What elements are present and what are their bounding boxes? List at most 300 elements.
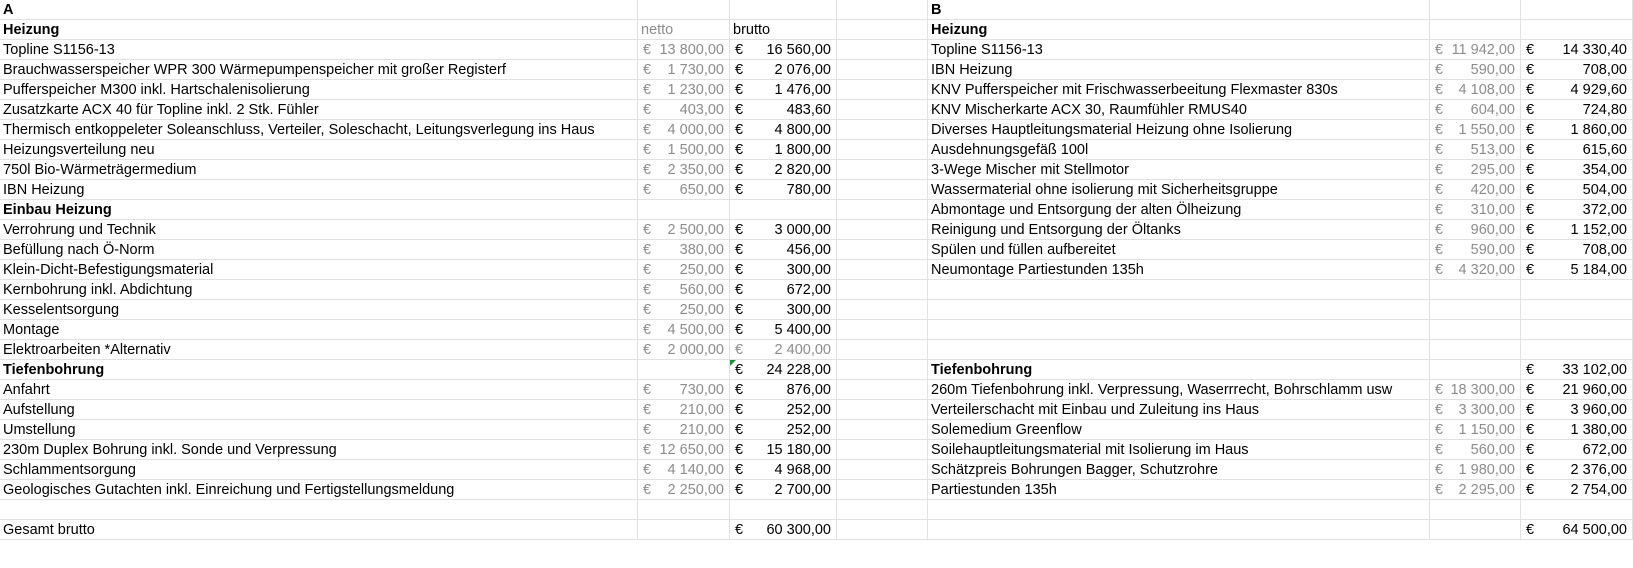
euro-sign: € bbox=[1435, 242, 1444, 258]
amount-value: 4 000,00 bbox=[667, 122, 724, 138]
cell-a-label[interactable]: Schlammentsorgung bbox=[0, 460, 638, 480]
euro-sign: € bbox=[735, 322, 744, 338]
cell-b-netto[interactable] bbox=[1430, 60, 1521, 80]
euro-sign: € bbox=[735, 102, 744, 118]
cell-b-brutto[interactable] bbox=[1521, 140, 1633, 160]
cell-b-label[interactable]: 260m Tiefenbohrung inkl. Verpressung, Waserrrecht, Bohrschlamm usw bbox=[928, 380, 1430, 400]
amount-value: 650,00 bbox=[679, 182, 724, 198]
euro-sign: € bbox=[643, 222, 652, 238]
cell-b-label[interactable]: Abmontage und Entsorgung der alten Ölheizung bbox=[928, 200, 1430, 220]
cell-a-netto[interactable] bbox=[638, 500, 730, 520]
cell-a-netto[interactable] bbox=[638, 460, 730, 480]
cell-a-netto[interactable] bbox=[638, 320, 730, 340]
cell-a-brutto-blank[interactable] bbox=[730, 0, 837, 20]
cell-a-label[interactable]: Umstellung bbox=[0, 420, 638, 440]
cell-gap-blank[interactable] bbox=[837, 500, 928, 520]
cell-b-brutto[interactable] bbox=[1521, 460, 1633, 480]
cell-a-netto[interactable] bbox=[638, 340, 730, 360]
cell-a-netto[interactable] bbox=[638, 80, 730, 100]
cell-a-label[interactable]: Topline S1156-13 bbox=[0, 40, 638, 60]
cell-b-label[interactable] bbox=[928, 500, 1430, 520]
amount-value: 372,00 bbox=[1582, 202, 1627, 218]
cell-a-brutto[interactable] bbox=[730, 340, 837, 360]
cell-b-brutto[interactable] bbox=[1521, 260, 1633, 280]
cell-a-label[interactable]: Anfahrt bbox=[0, 380, 638, 400]
cell-gap-blank[interactable] bbox=[837, 520, 928, 540]
table-row bbox=[0, 460, 1633, 480]
cell-gap-blank[interactable] bbox=[837, 200, 928, 220]
cell-a-label[interactable]: Thermisch entkoppeleter Soleanschluss, Verteiler, Soleschacht, Leitungsverlegung ins Haus bbox=[0, 120, 638, 140]
amount-value: 4 140,00 bbox=[667, 462, 724, 478]
cell-b-brutto[interactable] bbox=[1521, 300, 1633, 320]
cell-a-brutto[interactable] bbox=[730, 320, 837, 340]
cell-b-brutto[interactable] bbox=[1521, 280, 1633, 300]
cell-gap-blank[interactable] bbox=[837, 240, 928, 260]
amount-value: 2 376,00 bbox=[1570, 462, 1627, 478]
cell-gap-blank[interactable] bbox=[837, 220, 928, 240]
euro-sign: € bbox=[1435, 122, 1444, 138]
amount-value: 1 230,00 bbox=[667, 82, 724, 98]
euro-sign: € bbox=[1435, 142, 1444, 158]
cell-b-brutto[interactable] bbox=[1521, 420, 1633, 440]
cell-a-netto[interactable] bbox=[638, 260, 730, 280]
cell-a-brutto[interactable] bbox=[730, 480, 837, 500]
cell-b-netto[interactable] bbox=[1430, 160, 1521, 180]
amount-value: 2 350,00 bbox=[667, 162, 724, 178]
amount-value: 250,00 bbox=[679, 302, 724, 318]
cell-b-label[interactable]: Ausdehnungsgefäß 100l bbox=[928, 140, 1430, 160]
table-row bbox=[0, 380, 1633, 400]
header-netto[interactable]: netto bbox=[638, 20, 730, 40]
euro-sign: € bbox=[735, 302, 744, 318]
cell-a-netto[interactable] bbox=[638, 160, 730, 180]
cell-b-label[interactable]: IBN Heizung bbox=[928, 60, 1430, 80]
cell-b-brutto[interactable] bbox=[1521, 160, 1633, 180]
cell-a-netto[interactable] bbox=[638, 380, 730, 400]
cell-b-label[interactable] bbox=[928, 520, 1430, 540]
euro-sign: € bbox=[1526, 142, 1535, 158]
table-row bbox=[0, 320, 1633, 340]
euro-sign: € bbox=[643, 322, 652, 338]
cell-a-brutto[interactable] bbox=[730, 80, 837, 100]
euro-sign: € bbox=[1526, 202, 1535, 218]
cell-gap-blank[interactable] bbox=[837, 480, 928, 500]
euro-sign: € bbox=[643, 82, 652, 98]
amount-value: 730,00 bbox=[679, 382, 724, 398]
cell-gap-blank[interactable] bbox=[837, 0, 928, 20]
amount-value: 3 300,00 bbox=[1458, 402, 1515, 418]
cell-a-label[interactable]: 750l Bio-Wärmeträgermedium bbox=[0, 160, 638, 180]
euro-sign: € bbox=[643, 302, 652, 318]
cell-gap-blank[interactable] bbox=[837, 320, 928, 340]
euro-sign: € bbox=[643, 122, 652, 138]
euro-sign: € bbox=[1526, 162, 1535, 178]
euro-sign: € bbox=[643, 422, 652, 438]
cell-gap-blank[interactable] bbox=[837, 180, 928, 200]
amount-value: 24 228,00 bbox=[766, 362, 831, 378]
cell-a-netto[interactable] bbox=[638, 40, 730, 60]
amount-value: 876,00 bbox=[786, 382, 831, 398]
cell-b-netto[interactable] bbox=[1430, 420, 1521, 440]
cell-b-label[interactable]: Topline S1156-13 bbox=[928, 40, 1430, 60]
euro-sign: € bbox=[1526, 102, 1535, 118]
amount-value: 33 102,00 bbox=[1562, 362, 1627, 378]
euro-sign: € bbox=[643, 482, 652, 498]
cell-b-label[interactable]: KNV Pufferspeicher mit Frischwasserbeeitung Flexmaster 830s bbox=[928, 80, 1430, 100]
cell-gap-blank[interactable] bbox=[837, 380, 928, 400]
amount-value: 2 700,00 bbox=[774, 482, 831, 498]
cell-gap-blank[interactable] bbox=[837, 80, 928, 100]
cell-a-label[interactable]: Heizungsverteilung neu bbox=[0, 140, 638, 160]
amount-value: 5 400,00 bbox=[774, 322, 831, 338]
euro-sign: € bbox=[1526, 62, 1535, 78]
cell-b-netto[interactable] bbox=[1430, 80, 1521, 100]
amount-value: 3 960,00 bbox=[1570, 402, 1627, 418]
cell-b-netto[interactable] bbox=[1430, 220, 1521, 240]
cell-a-label[interactable]: Befüllung nach Ö-Norm bbox=[0, 240, 638, 260]
cell-b-netto[interactable] bbox=[1430, 140, 1521, 160]
cell-b-netto[interactable] bbox=[1430, 240, 1521, 260]
cell-gap-blank[interactable] bbox=[837, 60, 928, 80]
cell-a-brutto[interactable] bbox=[730, 400, 837, 420]
cell-a-title[interactable]: A bbox=[0, 0, 638, 20]
amount-value: 420,00 bbox=[1470, 182, 1515, 198]
amount-value: 4 320,00 bbox=[1458, 262, 1515, 278]
cell-a-brutto[interactable] bbox=[730, 140, 837, 160]
amount-value: 250,00 bbox=[679, 262, 724, 278]
cell-a-section[interactable]: Heizung bbox=[0, 20, 638, 40]
amount-value: 2 250,00 bbox=[667, 482, 724, 498]
cell-b-netto[interactable] bbox=[1430, 500, 1521, 520]
cell-b-netto[interactable] bbox=[1430, 520, 1521, 540]
amount-value: 295,00 bbox=[1470, 162, 1515, 178]
cell-b-netto[interactable] bbox=[1430, 180, 1521, 200]
cell-a-label[interactable] bbox=[0, 500, 638, 520]
cell-b-label[interactable]: Spülen und füllen aufbereitet bbox=[928, 240, 1430, 260]
table-row bbox=[0, 80, 1633, 100]
amount-value: 1 476,00 bbox=[774, 82, 831, 98]
cell-b-label[interactable]: Solemedium Greenflow bbox=[928, 420, 1430, 440]
cell-a-brutto[interactable] bbox=[730, 500, 837, 520]
cell-gap-blank[interactable] bbox=[837, 120, 928, 140]
cell-a-netto[interactable] bbox=[638, 180, 730, 200]
amount-value: 560,00 bbox=[1470, 442, 1515, 458]
cell-gap-blank[interactable] bbox=[837, 300, 928, 320]
cell-b-brutto[interactable] bbox=[1521, 100, 1633, 120]
cell-gap-blank[interactable] bbox=[837, 260, 928, 280]
cell-a-brutto[interactable] bbox=[730, 180, 837, 200]
cell-gap-blank[interactable] bbox=[837, 360, 928, 380]
cell-b-label[interactable]: Wassermaterial ohne isolierung mit Sicherheitsgruppe bbox=[928, 180, 1430, 200]
cell-b-netto[interactable] bbox=[1430, 280, 1521, 300]
cell-a-brutto[interactable] bbox=[730, 280, 837, 300]
cell-a-netto[interactable] bbox=[638, 100, 730, 120]
cell-b-netto[interactable] bbox=[1430, 40, 1521, 60]
cell-a-brutto[interactable] bbox=[730, 60, 837, 80]
cell-b-label[interactable]: Tiefenbohrung bbox=[928, 360, 1430, 380]
euro-sign: € bbox=[735, 262, 744, 278]
euro-sign: € bbox=[1526, 82, 1535, 98]
euro-sign: € bbox=[735, 182, 744, 198]
cell-a-netto[interactable] bbox=[638, 420, 730, 440]
euro-sign: € bbox=[1526, 402, 1535, 418]
cell-a-label[interactable]: Zusatzkarte ACX 40 für Topline inkl. 2 Stk. Fühler bbox=[0, 100, 638, 120]
cell-b-netto[interactable] bbox=[1430, 440, 1521, 460]
cell-a-netto[interactable] bbox=[638, 120, 730, 140]
cell-a-brutto[interactable] bbox=[730, 240, 837, 260]
cell-b-brutto[interactable] bbox=[1521, 500, 1633, 520]
cell-a-netto[interactable] bbox=[638, 520, 730, 540]
euro-sign: € bbox=[735, 42, 744, 58]
table-row bbox=[0, 480, 1633, 500]
cell-b-label[interactable] bbox=[928, 340, 1430, 360]
euro-sign: € bbox=[735, 282, 744, 298]
cell-a-netto[interactable] bbox=[638, 300, 730, 320]
amount-value: 354,00 bbox=[1582, 162, 1627, 178]
cell-a-brutto[interactable] bbox=[730, 380, 837, 400]
cell-a-brutto[interactable] bbox=[730, 220, 837, 240]
cell-a-brutto[interactable] bbox=[730, 160, 837, 180]
euro-sign: € bbox=[735, 382, 744, 398]
amount-value: 15 180,00 bbox=[766, 442, 831, 458]
cell-a-netto[interactable] bbox=[638, 440, 730, 460]
euro-sign: € bbox=[1435, 442, 1444, 458]
cell-a-label[interactable]: Aufstellung bbox=[0, 400, 638, 420]
header-row-titles bbox=[0, 0, 1633, 20]
euro-sign: € bbox=[643, 42, 652, 58]
cell-b-label[interactable]: Verteilerschacht mit Einbau und Zuleitung ins Haus bbox=[928, 400, 1430, 420]
amount-value: 2 076,00 bbox=[774, 62, 831, 78]
cell-a-label[interactable]: 230m Duplex Bohrung inkl. Sonde und Verpressung bbox=[0, 440, 638, 460]
cell-b-netto[interactable] bbox=[1430, 300, 1521, 320]
cell-a-brutto[interactable] bbox=[730, 440, 837, 460]
cell-b-label[interactable]: Reinigung und Entsorgung der Öltanks bbox=[928, 220, 1430, 240]
cell-b-brutto-blank[interactable] bbox=[1521, 20, 1633, 40]
cell-b-netto[interactable] bbox=[1430, 400, 1521, 420]
euro-sign: € bbox=[1435, 382, 1444, 398]
cell-a-label[interactable]: IBN Heizung bbox=[0, 180, 638, 200]
cell-b-netto[interactable] bbox=[1430, 100, 1521, 120]
cell-b-brutto[interactable] bbox=[1521, 340, 1633, 360]
cell-b-brutto[interactable] bbox=[1521, 180, 1633, 200]
cell-gap-blank[interactable] bbox=[837, 340, 928, 360]
amount-value: 2 400,00 bbox=[774, 342, 831, 358]
cell-b-brutto[interactable] bbox=[1521, 120, 1633, 140]
cell-b-section[interactable]: Heizung bbox=[928, 20, 1430, 40]
cell-b-netto[interactable] bbox=[1430, 120, 1521, 140]
cell-a-label[interactable]: Klein-Dicht-Befestigungsmaterial bbox=[0, 260, 638, 280]
cell-gap-blank[interactable] bbox=[837, 160, 928, 180]
cell-b-netto[interactable] bbox=[1430, 200, 1521, 220]
amount-value: 4 108,00 bbox=[1458, 82, 1515, 98]
table-row bbox=[0, 120, 1633, 140]
amount-value: 380,00 bbox=[679, 242, 724, 258]
cell-a-label[interactable]: Kernbohrung inkl. Abdichtung bbox=[0, 280, 638, 300]
cell-gap-blank[interactable] bbox=[837, 440, 928, 460]
cell-b-netto[interactable] bbox=[1430, 260, 1521, 280]
amount-value: 504,00 bbox=[1582, 182, 1627, 198]
cell-a-netto[interactable] bbox=[638, 480, 730, 500]
euro-sign: € bbox=[735, 82, 744, 98]
cell-a-brutto[interactable] bbox=[730, 520, 837, 540]
cell-a-label[interactable]: Tiefenbohrung bbox=[0, 360, 638, 380]
cell-b-label[interactable] bbox=[928, 320, 1430, 340]
euro-sign: € bbox=[735, 162, 744, 178]
euro-sign: € bbox=[735, 222, 744, 238]
euro-sign: € bbox=[1526, 442, 1535, 458]
amount-value: 604,00 bbox=[1470, 102, 1515, 118]
table-row bbox=[0, 280, 1633, 300]
cell-b-netto[interactable] bbox=[1430, 360, 1521, 380]
cell-a-brutto[interactable] bbox=[730, 420, 837, 440]
cell-a-label[interactable]: Pufferspeicher M300 inkl. Hartschalenisolierung bbox=[0, 80, 638, 100]
cell-b-brutto[interactable] bbox=[1521, 240, 1633, 260]
amount-value: 2 820,00 bbox=[774, 162, 831, 178]
cell-b-netto[interactable] bbox=[1430, 460, 1521, 480]
cell-gap-blank[interactable] bbox=[837, 420, 928, 440]
cell-b-brutto[interactable] bbox=[1521, 80, 1633, 100]
cell-a-label[interactable]: Einbau Heizung bbox=[0, 200, 638, 220]
cell-a-brutto[interactable] bbox=[730, 100, 837, 120]
cell-b-title[interactable]: B bbox=[928, 0, 1430, 20]
cell-a-brutto[interactable] bbox=[730, 300, 837, 320]
amount-value: 1 150,00 bbox=[1458, 422, 1515, 438]
cell-a-netto[interactable] bbox=[638, 220, 730, 240]
cell-gap-blank[interactable] bbox=[837, 40, 928, 60]
header-brutto[interactable]: brutto bbox=[730, 20, 837, 40]
cell-a-label[interactable]: Brauchwasserspeicher WPR 300 Wärmepumpenspeicher mit großer Registerf bbox=[0, 60, 638, 80]
cell-b-brutto[interactable] bbox=[1521, 480, 1633, 500]
amount-value: 960,00 bbox=[1470, 222, 1515, 238]
cell-b-brutto[interactable] bbox=[1521, 380, 1633, 400]
amount-value: 14 330,40 bbox=[1562, 42, 1627, 58]
euro-sign: € bbox=[1435, 462, 1444, 478]
cell-b-label[interactable]: 3-Wege Mischer mit Stellmotor bbox=[928, 160, 1430, 180]
cell-b-label[interactable]: Partiestunden 135h bbox=[928, 480, 1430, 500]
amount-value: 1 860,00 bbox=[1570, 122, 1627, 138]
cell-b-label[interactable]: Diverses Hauptleitungsmaterial Heizung ohne Isolierung bbox=[928, 120, 1430, 140]
cell-a-brutto[interactable] bbox=[730, 200, 837, 220]
cell-b-brutto[interactable] bbox=[1521, 520, 1633, 540]
cell-a-label[interactable]: Kesselentsorgung bbox=[0, 300, 638, 320]
euro-sign: € bbox=[643, 102, 652, 118]
cell-b-netto-blank[interactable] bbox=[1430, 20, 1521, 40]
euro-sign: € bbox=[1435, 182, 1444, 198]
euro-sign: € bbox=[1526, 422, 1535, 438]
amount-value: 64 500,00 bbox=[1562, 522, 1627, 538]
amount-value: 60 300,00 bbox=[766, 522, 831, 538]
cell-b-label[interactable]: KNV Mischerkarte ACX 30, Raumfühler RMUS40 bbox=[928, 100, 1430, 120]
cell-a-netto[interactable] bbox=[638, 400, 730, 420]
euro-sign: € bbox=[1435, 402, 1444, 418]
cell-a-brutto[interactable] bbox=[730, 360, 837, 380]
euro-sign: € bbox=[1435, 422, 1444, 438]
cell-b-brutto-blank[interactable] bbox=[1521, 0, 1633, 20]
amount-value: 1 800,00 bbox=[774, 142, 831, 158]
table-row bbox=[0, 160, 1633, 180]
cell-b-brutto[interactable] bbox=[1521, 220, 1633, 240]
cell-b-netto[interactable] bbox=[1430, 480, 1521, 500]
cell-gap-blank[interactable] bbox=[837, 100, 928, 120]
euro-sign: € bbox=[643, 282, 652, 298]
euro-sign: € bbox=[643, 242, 652, 258]
cell-b-brutto[interactable] bbox=[1521, 40, 1633, 60]
cell-a-brutto[interactable] bbox=[730, 40, 837, 60]
cell-b-netto[interactable] bbox=[1430, 340, 1521, 360]
cell-b-label[interactable] bbox=[928, 280, 1430, 300]
table-row bbox=[0, 60, 1633, 80]
cell-a-netto[interactable] bbox=[638, 60, 730, 80]
cell-b-brutto[interactable] bbox=[1521, 440, 1633, 460]
amount-value: 4 800,00 bbox=[774, 122, 831, 138]
amount-value: 3 000,00 bbox=[774, 222, 831, 238]
cell-a-label[interactable]: Verrohrung und Technik bbox=[0, 220, 638, 240]
cell-b-brutto[interactable] bbox=[1521, 200, 1633, 220]
euro-sign: € bbox=[1526, 42, 1535, 58]
cell-gap-blank[interactable] bbox=[837, 280, 928, 300]
euro-sign: € bbox=[735, 462, 744, 478]
cell-a-netto[interactable] bbox=[638, 280, 730, 300]
cell-b-brutto[interactable] bbox=[1521, 60, 1633, 80]
cell-a-brutto[interactable] bbox=[730, 460, 837, 480]
table-row bbox=[0, 520, 1633, 540]
cell-a-netto[interactable] bbox=[638, 200, 730, 220]
cell-b-label[interactable]: Neumontage Partiestunden 135h bbox=[928, 260, 1430, 280]
cell-gap-blank[interactable] bbox=[837, 20, 928, 40]
cell-a-label[interactable]: Geologisches Gutachten inkl. Einreichung und Fertigstellungsmeldung bbox=[0, 480, 638, 500]
euro-sign: € bbox=[735, 142, 744, 158]
cell-b-brutto[interactable] bbox=[1521, 320, 1633, 340]
euro-sign: € bbox=[735, 342, 744, 358]
cell-a-brutto[interactable] bbox=[730, 120, 837, 140]
cell-b-brutto[interactable] bbox=[1521, 360, 1633, 380]
euro-sign: € bbox=[643, 402, 652, 418]
cell-a-brutto[interactable] bbox=[730, 260, 837, 280]
euro-sign: € bbox=[735, 522, 744, 538]
euro-sign: € bbox=[1435, 102, 1444, 118]
cell-a-label[interactable]: Montage bbox=[0, 320, 638, 340]
cell-b-netto-blank[interactable] bbox=[1430, 0, 1521, 20]
cell-b-label[interactable]: Schätzpreis Bohrungen Bagger, Schutzrohre bbox=[928, 460, 1430, 480]
cell-gap-blank[interactable] bbox=[837, 460, 928, 480]
table-row bbox=[0, 340, 1633, 360]
cell-a-netto-blank[interactable] bbox=[638, 0, 730, 20]
cell-a-netto[interactable] bbox=[638, 240, 730, 260]
cell-b-label[interactable] bbox=[928, 300, 1430, 320]
euro-sign: € bbox=[1526, 522, 1535, 538]
cell-gap-blank[interactable] bbox=[837, 400, 928, 420]
table-row bbox=[0, 400, 1633, 420]
amount-value: 13 800,00 bbox=[659, 42, 724, 58]
cell-a-label[interactable]: Elektroarbeiten *Alternativ bbox=[0, 340, 638, 360]
amount-value: 310,00 bbox=[1470, 202, 1515, 218]
euro-sign: € bbox=[1526, 262, 1535, 278]
amount-value: 1 730,00 bbox=[667, 62, 724, 78]
table-row bbox=[0, 300, 1633, 320]
euro-sign: € bbox=[1526, 462, 1535, 478]
cell-a-netto[interactable] bbox=[638, 140, 730, 160]
cell-b-netto[interactable] bbox=[1430, 320, 1521, 340]
cell-b-brutto[interactable] bbox=[1521, 400, 1633, 420]
euro-sign: € bbox=[643, 62, 652, 78]
euro-sign: € bbox=[735, 242, 744, 258]
cell-b-netto[interactable] bbox=[1430, 380, 1521, 400]
cell-gap-blank[interactable] bbox=[837, 140, 928, 160]
cell-a-netto[interactable] bbox=[638, 360, 730, 380]
cell-a-label[interactable]: Gesamt brutto bbox=[0, 520, 638, 540]
cell-b-label[interactable]: Soilehauptleitungsmaterial mit Isolierung im Haus bbox=[928, 440, 1430, 460]
table-row bbox=[0, 40, 1633, 60]
